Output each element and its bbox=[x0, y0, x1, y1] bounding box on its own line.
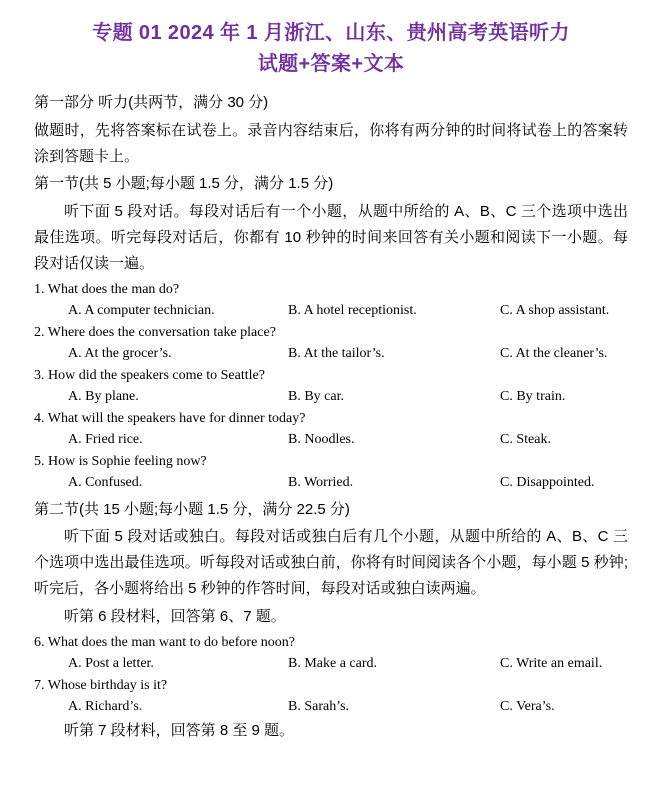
page-title-line-1: 专题 01 2024 年 1 月浙江、山东、贵州高考英语听力 bbox=[92, 22, 570, 44]
question-stem: 2. Where does the conversation take place? bbox=[34, 324, 276, 340]
option-a: A. Richard’s. bbox=[68, 698, 143, 714]
question-stem: 1. What does the man do? bbox=[34, 281, 180, 297]
material-seven-note: 听第 7 段材料，回答第 8 至 9 题。 bbox=[64, 721, 295, 739]
listening-instructions: 做题时，先将答案标在试卷上。录音内容结束后，你将有两分钟的时间将试卷上的答案转涂到答题卡上。 bbox=[34, 121, 628, 165]
option-b: B. Make a card. bbox=[288, 655, 378, 671]
option-b: B. Sarah’s. bbox=[288, 698, 350, 714]
option-b: B. Worried. bbox=[288, 474, 354, 490]
question-options bbox=[34, 653, 628, 674]
question-options bbox=[34, 343, 628, 364]
question-stem: 4. What will the speakers have for dinner today? bbox=[34, 410, 306, 426]
question-options bbox=[34, 696, 628, 717]
option-b: B. At the tailor’s. bbox=[288, 345, 385, 361]
question-options bbox=[34, 429, 628, 450]
option-a: A. Post a letter. bbox=[68, 655, 154, 671]
option-b: B. A hotel receptionist. bbox=[288, 302, 417, 318]
section-one-questions bbox=[34, 279, 628, 493]
option-a: A. By plane. bbox=[68, 388, 139, 404]
section-one-directions: 听下面 5 段对话。每段对话后有一个小题，从题中所给的 A、B、C 三个选项中选出最佳选项。听完每段对话后，你都有 10 秒钟的时间来回答有关小题和阅读下一小题。每段对话仅读一遍。 bbox=[34, 203, 628, 272]
section-one-heading: 第一节(共 5 小题;每小题 1.5 分，满分 1.5 分) bbox=[34, 175, 334, 193]
page-title bbox=[34, 18, 628, 80]
option-b: B. By car. bbox=[288, 388, 344, 404]
section-two-questions bbox=[34, 632, 628, 717]
question-options bbox=[34, 472, 628, 493]
option-b: B. Noodles. bbox=[288, 431, 355, 447]
question-stem: 7. Whose birthday is it? bbox=[34, 677, 168, 693]
question-stem: 6. What does the man want to do before noon? bbox=[34, 634, 296, 650]
option-a: A. A computer technician. bbox=[68, 302, 215, 318]
option-a: A. Confused. bbox=[68, 474, 143, 490]
option-c: C. Write an email. bbox=[500, 655, 603, 671]
option-c: C. Steak. bbox=[500, 431, 551, 447]
question-options bbox=[34, 300, 628, 321]
option-c: C. Disappointed. bbox=[500, 474, 595, 490]
part-one-heading: 第一部分 听力(共两节，满分 30 分) bbox=[34, 94, 269, 111]
option-c: C. At the cleaner’s. bbox=[500, 345, 608, 361]
option-c: C. By train. bbox=[500, 388, 566, 404]
question-options bbox=[34, 386, 628, 407]
option-c: C. A shop assistant. bbox=[500, 302, 610, 318]
page-title-line-2: 试题+答案+文本 bbox=[257, 53, 405, 75]
option-a: A. Fried rice. bbox=[68, 431, 143, 447]
question-stem: 5. How is Sophie feeling now? bbox=[34, 453, 207, 469]
material-six-note: 听第 6 段材料，回答第 6、7 题。 bbox=[64, 607, 286, 625]
question-stem: 3. How did the speakers come to Seattle? bbox=[34, 367, 265, 383]
section-two-directions: 听下面 5 段对话或独白。每段对话或独白后有几个小题，从题中所给的 A、B、C 三个选项中选出最佳选项。听每段对话或独白前，你将有时间阅读各个小题，每小题 5 秒钟;听完后，各小题将给出 5 秒钟的作答时间，每段对话或独白读两遍。 bbox=[34, 528, 628, 597]
option-a: A. At the grocer’s. bbox=[68, 345, 172, 361]
option-c: C. Vera’s. bbox=[500, 698, 555, 714]
section-two-heading: 第二节(共 15 小题;每小题 1.5 分，满分 22.5 分) bbox=[34, 500, 350, 518]
